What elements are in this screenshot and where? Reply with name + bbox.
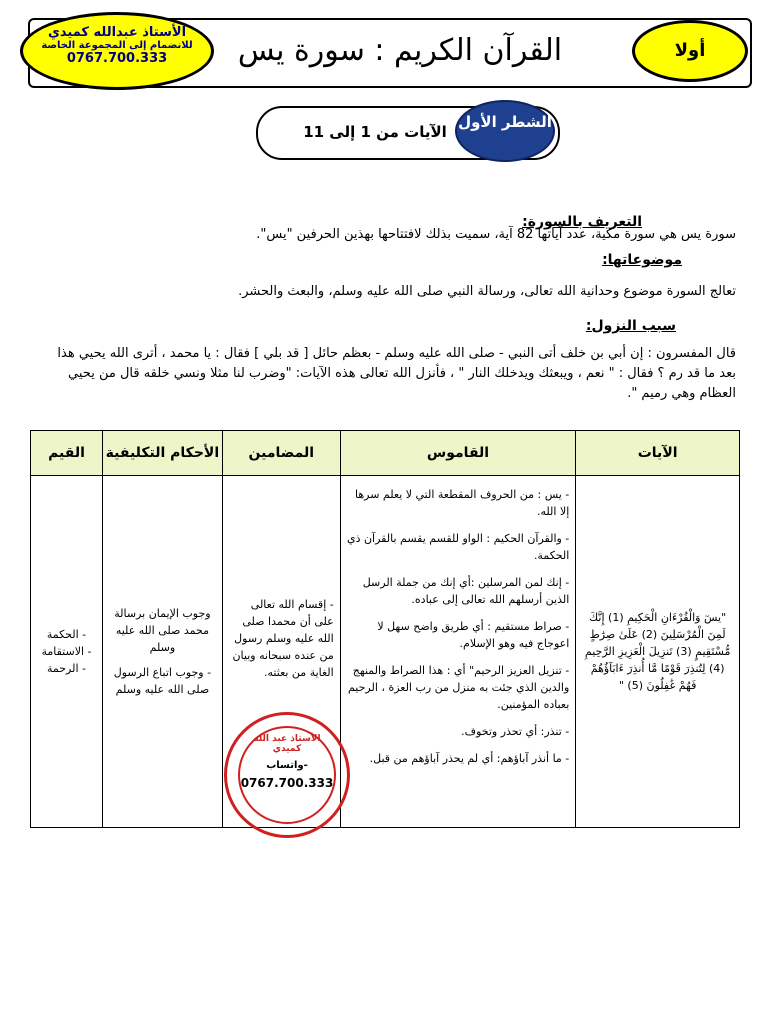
- qamus-item: - صراط مستقيم : أي طريق واضح سهل لا اعوجاج فيه وهو الإسلام.: [377, 620, 570, 650]
- stamp-ring-text: الأستاذ عبد الله كميدي: [253, 734, 321, 754]
- teacher-phone: 0767.700.333: [66, 51, 168, 66]
- qamus-item: - والقرآن الحكيم : الواو للقسم يقسم بالقرآن ذي الحكمة.: [346, 532, 570, 562]
- header-ahkam: الأحكام التكليفية: [103, 431, 223, 476]
- madamin-text: - إقسام الله تعالى على أن محمدا صلى الله عليه وسلم رسول من عنده سبحانه وبيان الغاية من بعثته.: [232, 598, 334, 679]
- qamus-item: - تنزيل العزيز الرحيم" أي : هذا الصراط والمنهج والدين الذي جئت به منزل من رب العزة ، الرحيم بعباده المؤمنين.: [347, 664, 570, 711]
- ahkam-item: - وجوب اتباع الرسول صلى الله عليه وسلم: [113, 666, 212, 696]
- revelation-text: قال المفسرون : إن أبي بن خلف أتى النبي - صلى الله عليه وسلم - بعظم حائل [ قد بلي ] فقال : يا محمد ، أترى الله يحيي هذا بعد ما قد رم ؟ فقال : " نعم ، ويبعثك ويدخلك النار " ، فأنزل الله تعالى هذه الآيات: "وضرب لنا مثلا ونسي خلقه قال من يحيي العظام وهي رميم ".: [57, 346, 736, 401]
- ahkam-cell: [103, 476, 223, 828]
- qiyam-cell: [31, 476, 103, 828]
- semester-badge: الشطر الأول: [455, 100, 555, 162]
- lesson-table: [30, 430, 740, 828]
- stamp-phone: 0767.700.333: [240, 776, 334, 790]
- qiyam-item: - الاستقامة: [41, 645, 92, 658]
- qamus-item: - ما أنذر آباؤهم: أي لم يحذر آباؤهم من قبل.: [369, 752, 570, 765]
- revelation-heading: سبب النزول:: [585, 318, 676, 334]
- qiyam-item: - الرحمة: [47, 662, 86, 675]
- table-row: [31, 476, 740, 828]
- topics-heading: موضوعاتها:: [602, 252, 682, 268]
- section-badge: أولا: [632, 20, 748, 82]
- definition-heading: التعريف بالسورة:: [522, 214, 642, 230]
- qamus-item: - يس : من الحروف المقطعة التي لا يعلم سرها إلا الله.: [354, 488, 570, 518]
- qamus-cell: [340, 476, 576, 828]
- semester-range: الآيات من 1 إلى 11: [303, 123, 447, 141]
- teacher-badge: [20, 12, 214, 90]
- definition-text: سورة يس هي سورة مكية، عدد آياتها 82 آية، سميت بذلك لافتتاحها بهذين الحرفين "يس".: [256, 227, 736, 242]
- page-title: القرآن الكريم : سورة يس: [237, 33, 563, 68]
- stamp-label: واتساب-: [266, 760, 308, 771]
- header-ayat: الآيات: [576, 431, 740, 476]
- teacher-name: الأستاذ عبدالله كميدي: [47, 25, 187, 40]
- qiyam-item: - الحكمة: [46, 628, 87, 641]
- header-qiyam: القيم: [31, 431, 103, 476]
- ahkam-item: وجوب الإيمان برسالة محمد صلى الله عليه وسلم: [114, 607, 211, 654]
- teacher-tagline: للانضمام إلى المجموعة الخاصة: [41, 40, 193, 51]
- ayat-cell: "يسٓ وَالْقُرْءَانِ الْحَكِيمِ (1) إِنَّكَ لَمِنَ الْمُرْسَلِينَ (2) عَلَىٰ صِرَٰطٍ مُّسْتَقِيمٍ (3) تَنزِيلَ الْعَزِيزِ الرَّحِيمِ (4) لِتُنذِرَ قَوْمًا مَّا أُنذِرَ ءَابَآؤُهُمْ فَهُمْ غَٰفِلُونَ (5) ": [576, 476, 740, 828]
- header-madamin: المضامين: [222, 431, 340, 476]
- topics-text: تعالج السورة موضوع وحدانية الله تعالى، ورسالة النبي صلى الله عليه وسلم، والبعث والحشر.: [238, 284, 736, 299]
- qamus-item: - تنذر: أي تحذر وتخوف.: [461, 725, 570, 738]
- qamus-item: - إنك لمن المرسلين :أي إنك من جملة الرسل الذين أرسلهم الله تعالى إلى عباده.: [362, 576, 570, 606]
- header-qamus: القاموس: [340, 431, 576, 476]
- table-header-row: [31, 431, 740, 476]
